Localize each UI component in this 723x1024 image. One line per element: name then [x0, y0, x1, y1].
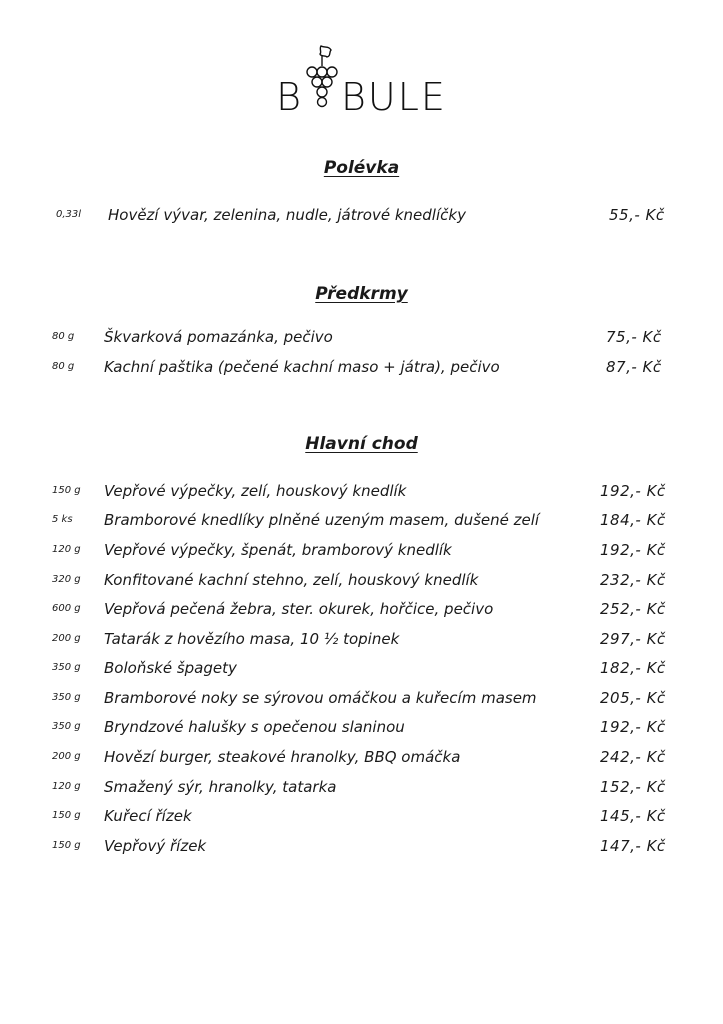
- item-quantity: 150 g: [52, 485, 81, 496]
- item-quantity: 150 g: [52, 810, 81, 821]
- item-name: Smažený sýr, hranolky, tatarka: [104, 778, 337, 796]
- item-price: 252,- Kč: [600, 600, 666, 618]
- section-title-predkrmy: Předkrmy: [315, 284, 408, 304]
- item-quantity: 5 ks: [52, 514, 73, 525]
- item-price: 147,- Kč: [600, 837, 666, 855]
- section-title-hlavni-chod: Hlavní chod: [305, 434, 418, 454]
- item-name: Škvarková pomazánka, pečivo: [104, 328, 333, 346]
- logo-text-left: B: [276, 75, 303, 119]
- menu-item: [0, 628, 723, 650]
- menu-item: [0, 687, 723, 709]
- item-price: 192,- Kč: [600, 718, 666, 736]
- item-price: 55,- Kč: [609, 206, 665, 224]
- item-name: Konfitované kachní stehno, zelí, houskový knedlík: [104, 571, 479, 589]
- item-price: 152,- Kč: [600, 778, 666, 796]
- item-quantity: 200 g: [52, 751, 81, 762]
- grape-icon: [305, 44, 339, 116]
- item-name: Vepřová pečená žebra, ster. okurek, hořčice, pečivo: [104, 600, 494, 618]
- item-price: 205,- Kč: [600, 689, 666, 707]
- item-name: Kuřecí řízek: [104, 807, 192, 825]
- menu-item: [0, 716, 723, 738]
- item-quantity: 350 g: [52, 692, 81, 703]
- item-name: Vepřové výpečky, špenát, bramborový knedlík: [104, 541, 452, 559]
- item-name: Hovězí vývar, zelenina, nudle, játrové knedlíčky: [108, 206, 466, 224]
- item-price: 182,- Kč: [600, 659, 666, 677]
- item-quantity: 80 g: [52, 361, 75, 372]
- item-quantity: 120 g: [52, 781, 81, 792]
- item-price: 192,- Kč: [600, 541, 666, 559]
- logo-text-right: BULE: [341, 75, 447, 119]
- item-price: 242,- Kč: [600, 748, 666, 766]
- item-name: Kachní paštika (pečené kachní maso + játra), pečivo: [104, 358, 500, 376]
- menu-item: [0, 657, 723, 679]
- section-title-polevka: Polévka: [323, 158, 400, 178]
- item-price: 192,- Kč: [600, 482, 666, 500]
- item-quantity: 320 g: [52, 574, 81, 585]
- item-name: Vepřový řízek: [104, 837, 207, 855]
- menu-item: [0, 509, 723, 531]
- menu-item: [0, 569, 723, 591]
- menu-item: [0, 326, 723, 348]
- item-name: Boloňské špagety: [104, 659, 237, 677]
- menu-item: [0, 480, 723, 502]
- item-price: 184,- Kč: [600, 511, 666, 529]
- item-price: 75,- Kč: [606, 328, 662, 346]
- item-name: Tatarák z hovězího masa, 10 ½ topinek: [104, 630, 400, 648]
- item-quantity: 600 g: [52, 603, 81, 614]
- item-price: 87,- Kč: [606, 358, 662, 376]
- menu-item: [0, 598, 723, 620]
- item-price: 232,- Kč: [600, 571, 666, 589]
- menu-item: [0, 776, 723, 798]
- item-name: Bramborové knedlíky plněné uzeným masem, dušené zelí: [104, 511, 540, 529]
- item-quantity: 80 g: [52, 331, 75, 342]
- item-quantity: 0,33l: [56, 209, 82, 220]
- item-name: Bryndzové halušky s opečenou slaninou: [104, 718, 405, 736]
- menu-item: [0, 204, 723, 226]
- item-quantity: 150 g: [52, 840, 81, 851]
- item-name: Bramborové noky se sýrovou omáčkou a kuřecím masem: [104, 689, 537, 707]
- menu-item: [0, 835, 723, 857]
- item-name: Hovězí burger, steakové hranolky, BBQ omáčka: [104, 748, 461, 766]
- menu-item: [0, 539, 723, 561]
- item-quantity: 350 g: [52, 721, 81, 732]
- menu-item: [0, 746, 723, 768]
- item-price: 145,- Kč: [600, 807, 666, 825]
- item-quantity: 200 g: [52, 633, 81, 644]
- menu-item: [0, 805, 723, 827]
- item-quantity: 350 g: [52, 662, 81, 673]
- item-quantity: 120 g: [52, 544, 81, 555]
- item-name: Vepřové výpečky, zelí, houskový knedlík: [104, 482, 407, 500]
- menu-item: [0, 356, 723, 378]
- item-price: 297,- Kč: [600, 630, 666, 648]
- logo: [0, 44, 723, 119]
